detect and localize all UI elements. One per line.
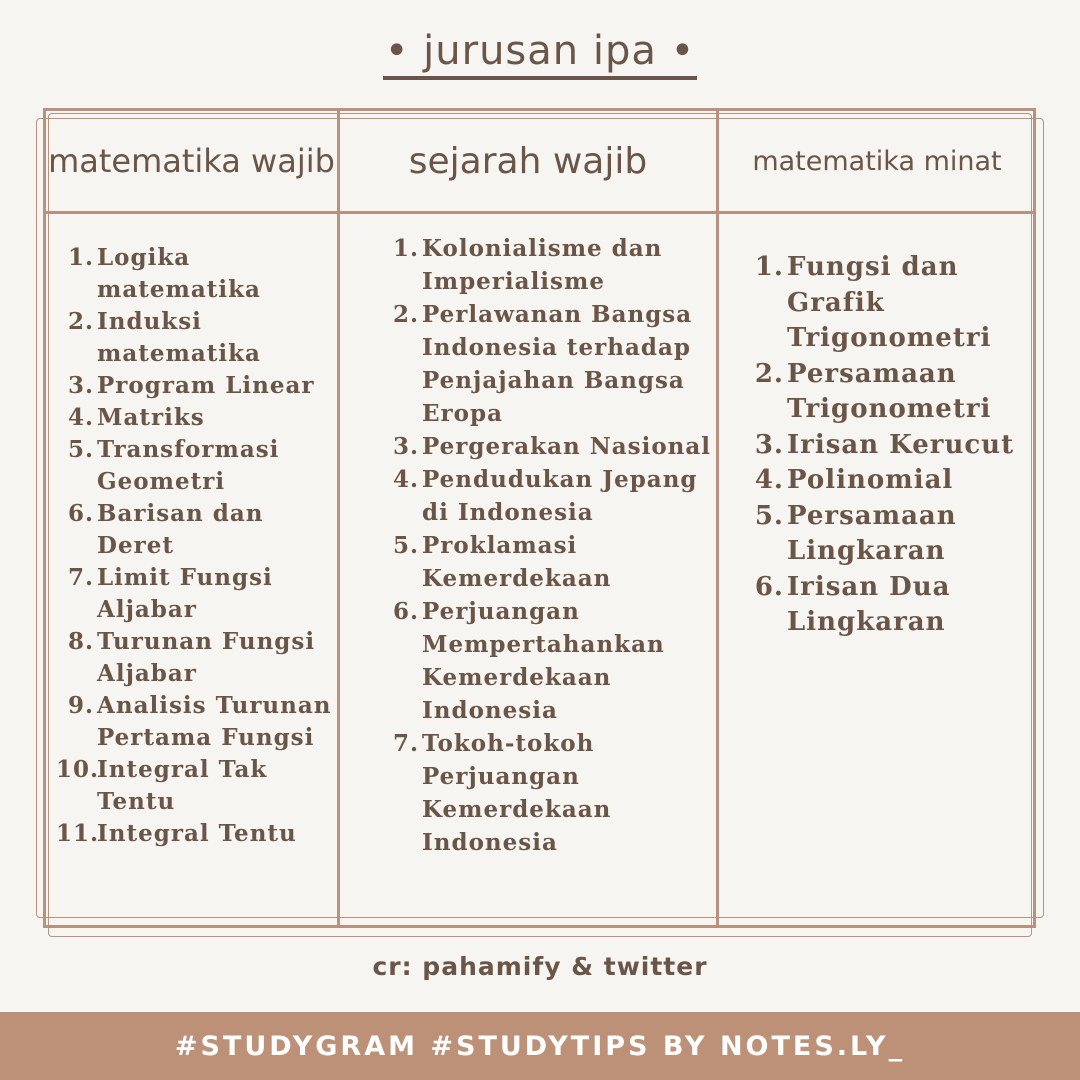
header-divider [43,211,1036,214]
list-item-number: 3. [67,372,94,399]
footer-text: #STUDYGRAM #STUDYTIPS BY NOTES.LY_ [174,1030,906,1062]
list-matematika-wajib [56,242,336,850]
list-item-number: 5. [754,500,784,531]
page-title-text: • jurusan ipa • [383,28,697,80]
list-item-text: Persamaan Trigonometri [787,358,992,424]
column-divider [337,108,340,928]
list-item [56,562,336,626]
list-item-number: 8. [67,628,94,655]
list-item [752,428,1032,464]
list-item [56,306,336,370]
list-item-text: Proklamasi Kemerdekaan [422,532,612,592]
list-item-text: Integral Tentu [97,820,297,847]
column-header-matematika-minat: matematika minat [752,145,1002,177]
list-item-number: 5. [392,532,419,559]
list-item [56,498,336,562]
list-item [56,690,336,754]
list-item [56,242,336,306]
list-item [56,754,336,818]
list-item-number: 7. [67,564,94,591]
list-item-text: Pergerakan Nasional [422,433,712,460]
list-item-number: 6. [754,571,784,602]
list-item [56,370,336,402]
column-divider [716,108,719,928]
list-item [385,232,715,298]
list-item [385,463,715,529]
list-item-text: Matriks [97,404,205,431]
list-item [385,430,715,463]
list-item-text: Perlawanan Bangsa Indonesia terhadap Penjajahan Bangsa Eropa [422,301,693,427]
list-item-text: Turunan Fungsi Aljabar [97,628,316,687]
list-item [752,570,1032,641]
list-item-number: 9. [67,692,94,719]
list-item-number: 2. [392,301,419,328]
list-item-number: 6. [67,500,94,527]
list-item-text: Pendudukan Jepang di Indonesia [422,466,698,526]
list-item-number: 3. [392,433,419,460]
list-item-number: 1. [754,252,784,282]
list-item [752,463,1032,499]
list-sejarah-wajib [385,232,715,859]
list-item-text: Tokoh-tokoh Perjuangan Kemerdekaan Indonesia [422,730,612,856]
list-item [56,402,336,434]
list-item-text: Irisan Kerucut [787,429,1015,460]
list-item-number: 4. [754,465,784,495]
list-item-text: Fungsi dan Grafik Trigonometri [787,252,992,353]
list-item-number: 2. [67,308,94,335]
list-item [385,727,715,859]
list-item [385,298,715,430]
list-item [56,626,336,690]
list-item-number: 3. [754,429,784,460]
credit-text: cr: pahamify & twitter [372,952,708,981]
list-item [56,434,336,498]
list-item-text: Irisan Dua Lingkaran [787,571,951,637]
list-item-number: 1. [67,244,94,271]
list-item-text: Barisan dan Deret [97,500,264,559]
list-matematika-minat [752,250,1032,641]
list-item-text: Polinomial [787,465,954,495]
list-item-text: Analisis Turunan Pertama Fungsi [97,692,332,751]
list-item-text: Persamaan Lingkaran [787,500,957,566]
page-title [0,28,1080,80]
list-item-number: 10. [56,756,100,783]
list-item-number: 5. [67,436,94,463]
footer-banner [0,1012,1080,1080]
list-item-text: Kolonialisme dan Imperialisme [422,235,663,295]
list-item-number: 7. [392,730,419,757]
list-item-text: Induksi matematika [97,308,261,367]
list-item-number: 2. [754,358,784,389]
list-item-number: 6. [392,598,419,625]
column-header-matematika-wajib: matematika wajib [48,142,335,180]
list-item-number: 11. [56,820,100,847]
list-item-text: Program Linear [97,372,315,399]
list-item-text: Perjuangan Mempertahankan Kemerdekaan Indonesia [422,598,665,724]
list-item-number: 4. [67,404,94,431]
list-item [385,529,715,595]
list-item [56,818,336,850]
list-item-text: Logika matematika [97,244,261,303]
list-item-text: Integral Tak Tentu [97,756,268,815]
list-item-text: Transformasi Geometri [97,436,280,495]
list-item [752,250,1032,357]
list-item [385,595,715,727]
list-item [752,499,1032,570]
list-item-number: 1. [392,235,419,262]
list-item [752,357,1032,428]
list-item-number: 4. [392,466,419,493]
column-header-sejarah-wajib: sejarah wajib [408,140,648,182]
list-item-text: Limit Fungsi Aljabar [97,564,273,623]
